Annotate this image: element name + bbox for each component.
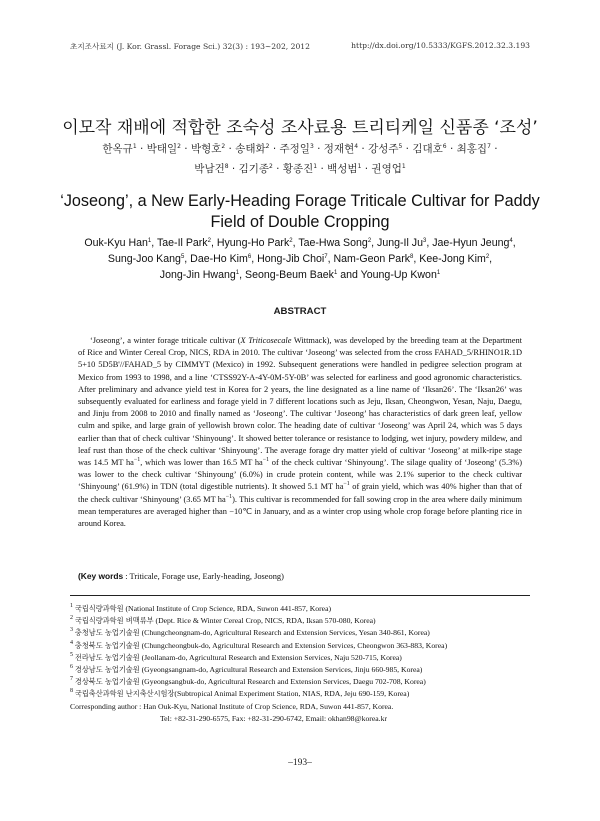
author-name: Jung-Il Ju [377, 237, 423, 249]
author-name: 권영업 [371, 163, 402, 175]
affiliation-mark: 1 [132, 143, 137, 150]
keywords-label: (Key words [78, 571, 124, 581]
author-name: Hong-Jib Choi [257, 253, 325, 266]
author-name: 최홍집 [456, 143, 488, 155]
affiliation-mark: 3 [422, 238, 427, 244]
affiliation-mark: 5 [398, 143, 403, 150]
affiliation-korean: 국립식량과학원 벼맥류부 [74, 616, 154, 626]
korean-title: 이모작 재배에 적합한 조숙성 조사료용 트리티케일 신품종 ‘조성’ [62, 118, 538, 138]
affiliation-mark: 2 [177, 143, 181, 150]
author-name: Jae-Hyun Jeung [432, 237, 510, 249]
affiliation-mark: 6 [442, 143, 447, 150]
affiliation-list [70, 603, 540, 701]
affiliation-english: (Chungcheongbuk-do, Agricultural Research and Extension Services, Cheongwon 363-883, Korea) [139, 640, 448, 650]
affiliation-korean: 국립축산과학원 난지축산시험장 [74, 689, 175, 699]
author-name: 김대호 [412, 143, 443, 155]
affiliation-mark: 6 [247, 254, 252, 261]
abstract-text: Wittmack), was developed by the breeding team at the Department of Rice and Winter Cereal Crop, NICS, RDA in 2010. The cultivar ‘Joseong’ was selected from the cross FAHAD_5/RHINO1R.1D 5+10 5D5B'//FAHAD_5 by CIMMYT (Mexico) in 1992. Subsequent generations were handled in pedigree selection program at Mexico from 1993 to 1998, and a line ‘CTSS92Y-A-4Y-0M-5Y-0B’ was selected for earliness and good agronomic characteristics. After preliminary and advance yield test in Korea for 2 years, the line designated as a line name of ‘Iksan26’. The ‘Iksan26’ was subsequently evaluated for earliness and forage yield in 7 different locations such as Jeju, Iksan, Cheongwon, Yesan, Naju, Daegu, and Jinju from 2008 to 2010 and finally named as ‘Joseong’. The cultivar ‘Joseong’ has characteristics of dark green leaf, yellow culm and spike, and large grain of yellowish brown color. The heading date of cultivar ‘Joseong’ was April 24, which was 5 days earlier than that of check cultivar ‘Shinyoung’. It showed better tolerance or resistance to lodging, wet injury, powdery mildew, and leaf rust than those of the check cultivar ‘Shinyoung’. The average forage dry matter yield of cultivar ‘Joseong’ at milk-ripe stage was 14.5 MT ha [78, 336, 522, 468]
footnotes [70, 603, 540, 725]
footnote-number: 3 [70, 627, 73, 634]
author-name: 박태일 [146, 143, 178, 155]
affiliation-mark: 1 [401, 163, 406, 170]
affiliation-mark: 4 [354, 143, 359, 150]
footnote-number: 8 [70, 688, 73, 695]
author-name: 주정일 [279, 143, 310, 155]
affiliation-mark: 2 [289, 238, 293, 244]
author-name: Hyung-Ho Park [216, 237, 290, 249]
author-name: 정재현 [323, 143, 355, 155]
affiliation-mark: 2 [265, 143, 270, 150]
affiliation-korean: 충청남도 농업기술원 [74, 628, 140, 638]
affiliation-mark: 1 [333, 270, 338, 277]
footnote-number: 4 [70, 639, 73, 646]
author-name: Ouk-Kyu Han [84, 237, 148, 249]
author-name: 강성주 [368, 143, 399, 155]
affiliation-mark: 1 [436, 270, 441, 277]
unit-exponent: −1 [133, 457, 141, 464]
affiliation-korean: 경상북도 농업기술원 [74, 677, 140, 687]
affiliation-korean: 국립식량과학원 [74, 604, 124, 613]
author-name: 박형호 [190, 143, 222, 155]
abstract-text: , which was lower than 16.5 MT ha [140, 458, 263, 468]
english-title: ‘Joseong’, a New Early-Heading Forage Triticale Cultivar for Paddy Field of Double Cropping [60, 192, 540, 231]
affiliation-mark: 3 [309, 143, 314, 150]
author-name: 송태화 [235, 143, 266, 155]
footnote-number: 1 [70, 603, 73, 609]
affiliation-korean: 충청북도 농업기술원 [74, 640, 140, 650]
affiliation-english: (Subtropical Animal Experiment Station, NIAS, RDA, Jeju 690-159, Korea) [174, 689, 410, 699]
keywords [78, 571, 522, 581]
footnote-number: 6 [70, 664, 73, 671]
corresponding-author: Corresponding author : Han Ouk-Kyu, National Institute of Crop Science, RDA, Suwon 441-857, Korea. [70, 701, 394, 711]
author-name: 김기종 [238, 163, 270, 175]
author-name: 한옥규 [102, 143, 133, 155]
affiliation-mark: 2 [485, 254, 490, 261]
unit-exponent: −1 [343, 481, 350, 488]
author-name: Seong-Beum Baek [245, 269, 334, 282]
abstract-body [78, 335, 522, 530]
affiliation-mark: 7 [487, 143, 491, 150]
affiliation-mark: 5 [180, 254, 185, 261]
footnote-number: 7 [70, 676, 73, 683]
affiliation-mark: 1 [313, 163, 318, 170]
abstract-text: of grain yield, which was 40% higher than that of the check cultivar ‘Shinyoung’ (3.65 MT ha [78, 482, 522, 504]
abstract-heading: ABSTRACT [273, 306, 327, 317]
affiliation-mark: 1 [147, 238, 152, 244]
affiliation-footnote [70, 664, 540, 676]
affiliation-mark: 8 [410, 254, 414, 261]
page-number: –193– [288, 758, 312, 768]
author-name: Tae-Hwa Song [298, 237, 368, 249]
abstract-text: ). This cultivar is recommended for fall sowing crop in the area where daily minimum mean temperatures are averaged higher than −10℃ in January, and as a winter crop using whole crop forage before planting rice in around Korea. [78, 494, 522, 529]
affiliation-english: (National Institute of Crop Science, RDA, Suwon 441-857, Korea) [123, 604, 332, 613]
author-name: 황종진 [282, 163, 314, 175]
doi-link[interactable]: http://dx.doi.org/10.5333/KGFS.2012.32.3.193 [351, 41, 530, 50]
affiliation-english: (Jeollanam-do, Agricultural Research and Extension Services, Naju 520-715, Korea) [139, 652, 402, 662]
affiliation-footnote [70, 640, 540, 652]
affiliation-footnote [70, 688, 540, 700]
author-name: 백성범 [327, 163, 358, 175]
affiliation-korean: 경상남도 농업기술원 [74, 665, 140, 675]
korean-author-list: 한옥규$^1$ · 박태일$^2$ · 박형호$^2$ · 송태화$^2$ · 주정일$^3$ · 정재현$^4$ · 강성주$^5$ · 김대호$^6$ · 최홍집$^7$ · 박남건$^8$ · 김기종$^2$ · 황종진$^1$ · 백성범$^1$ · 권영업$^1$ [102, 143, 498, 175]
author-name: Young-Up Kwon [360, 269, 437, 282]
affiliation-english: (Gyeongsangbuk-do, Agricultural Research and Extension Services, Daegu 702-708, Korea) [139, 677, 426, 687]
footnote-number: 5 [70, 651, 73, 658]
affiliation-english: (Dept. Rice & Winter Cereal Crop, NICS, RDA, Iksan 570-080, Korea) [153, 616, 376, 626]
affiliation-footnote [70, 615, 540, 627]
affiliation-mark: 4 [509, 238, 513, 244]
contact-info: Tel: +82-31-290-6575, Fax: +82-31-290-6742, Email: okhan98@korea.kr [160, 713, 388, 723]
unit-exponent: −1 [225, 493, 233, 500]
author-name: Kee-Jong Kim [419, 253, 486, 266]
affiliation-footnote [70, 603, 540, 615]
running-header [70, 41, 530, 52]
affiliation-mark: 1 [357, 163, 362, 170]
abstract-text: ‘Joseong’, a winter forage triticale cultivar ( [90, 336, 241, 345]
author-name: Nam-Geon Park [333, 253, 411, 266]
unit-exponent: −1 [262, 457, 270, 464]
author-name: Tae-Il Park [156, 237, 208, 249]
abstract-text: of the check cultivar ‘Shinyoung’. The silage quality of ‘Joseong’ (5.3%) was lower to the check cultivar ‘Shinyoung’ (6.0%) in crude protein content, while was 2.1% superior to the check cultivar ‘Shinyoung’ (61.9%) in TDN (total digestible nutrients). It showed 5.1 MT ha [78, 458, 523, 492]
affiliation-mark: 2 [269, 163, 273, 170]
footnote-divider [70, 595, 530, 596]
affiliation-mark: 7 [324, 254, 328, 261]
journal-citation: 초지조사료지 (J. Kor. Grassl. Forage Sci.) 32(3) : 193~202, 2012 [70, 42, 310, 51]
english-author-list: Ouk-Kyu Han$^1$, Tae-Il Park$^2$, Hyung-Ho Park$^2$, Tae-Hwa Song$^2$, Jung-Il Ju$^3$, Jae-Hyun Jeung$^4$, Sung-Joo Kang$^5$, Dae-Ho Kim$^6$, Hong-Jib Choi$^7$, Nam-Geon Park$^8$, Kee-Jong Kim$^2$, Jong-Jin Hwang$^1$, Seong-Beum Baek$^1$ and Young-Up Kwon$^1$ [84, 237, 516, 282]
affiliation-mark: 2 [367, 238, 372, 244]
affiliation-mark: 2 [207, 238, 211, 244]
affiliation-korean: 전라남도 농업기술원 [74, 652, 140, 662]
affiliation-footnote [70, 627, 540, 639]
affiliation-english: (Gyeongsangnam-do, Agricultural Research and Extension Services, Jinju 660-985, Korea) [139, 665, 423, 675]
footnote-number: 2 [70, 615, 73, 622]
affiliation-mark: 8 [224, 163, 229, 170]
author-name: 박남건 [194, 163, 225, 175]
affiliation-mark: 1 [235, 270, 240, 277]
species-name: X Triticosecale [240, 336, 292, 345]
author-name: Sung-Joo Kang [107, 253, 181, 266]
affiliation-mark: 2 [221, 143, 226, 150]
affiliation-footnote [70, 652, 540, 664]
affiliation-english: (Chungcheongnam-do, Agricultural Research and Extension Services, Yesan 340-861, Korea) [139, 628, 430, 638]
author-name: Dae-Ho Kim [190, 253, 248, 266]
author-name: Jong-Jin Hwang [159, 269, 236, 282]
keywords-text: : Triticale, Forage use, Early-heading, Joseong) [123, 572, 284, 581]
affiliation-footnote [70, 676, 540, 688]
